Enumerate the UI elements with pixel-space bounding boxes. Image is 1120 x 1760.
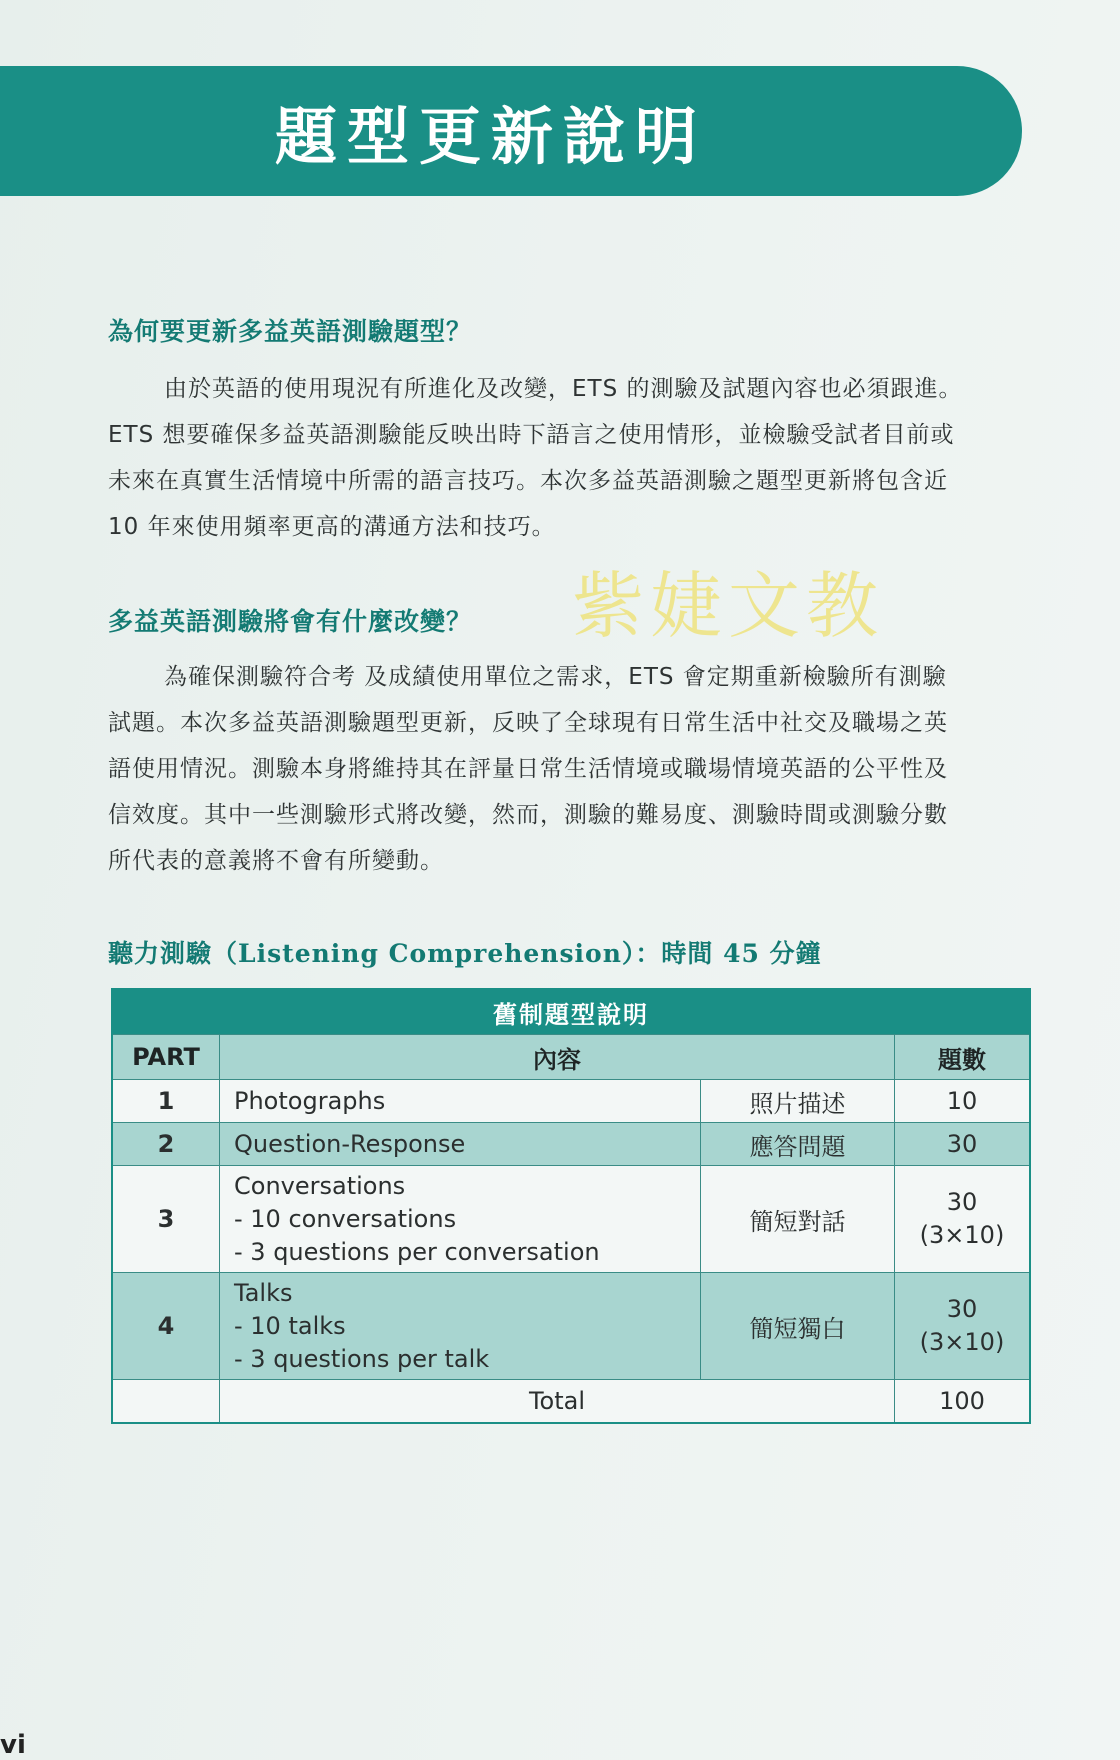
page-number: vi	[0, 1730, 26, 1760]
section1-paragraph	[108, 366, 1028, 550]
part-number: 2	[112, 1123, 220, 1166]
part-english-description	[220, 1273, 701, 1380]
question-count: 10	[895, 1080, 1031, 1123]
part-english-name: Photographs	[220, 1080, 701, 1123]
header-count: 題數	[895, 1035, 1031, 1080]
count-breakdown: (3×10)	[919, 1221, 1005, 1249]
watermark: 紫婕文教	[572, 564, 885, 648]
table-row	[112, 1123, 1030, 1166]
question-count	[895, 1273, 1031, 1380]
description-line: Conversations	[234, 1171, 406, 1200]
part-chinese-name: 簡短獨白	[701, 1273, 895, 1380]
part-chinese-name: 簡短對話	[701, 1166, 895, 1273]
part-english-description	[220, 1166, 701, 1273]
count-total: 30	[946, 1295, 978, 1323]
part-chinese-name: 應答問題	[701, 1123, 895, 1166]
question-count: 30	[895, 1123, 1031, 1166]
section2-line: 語使用情況。測驗本身將維持其在評量日常生活情境或職場情境英語的公平性及	[108, 756, 948, 782]
section2-line: 試題。本次多益英語測驗題型更新，反映了全球現有日常生活中社交及職場之英	[108, 710, 948, 736]
part-number: 1	[112, 1080, 220, 1123]
total-label: Total	[220, 1380, 895, 1424]
section2-line: 所代表的意義將不會有所變動。	[108, 848, 444, 874]
table-caption: 舊制題型說明	[112, 989, 1030, 1035]
description-line: - 3 questions per conversation	[234, 1237, 600, 1266]
part-chinese-name: 照片描述	[701, 1080, 895, 1123]
description-line: - 10 talks	[234, 1311, 346, 1340]
section1-line: 10 年來使用頻率更高的溝通方法和技巧。	[108, 514, 556, 540]
part-number: 3	[112, 1166, 220, 1273]
section2-heading: 多益英語測驗將會有什麼改變？	[108, 607, 473, 636]
table-row	[112, 1080, 1030, 1123]
section1-line: 由於英語的使用現況有所進化及改變，ETS 的測驗及試題內容也必須跟進。	[164, 376, 963, 402]
section1-line: ETS 想要確保多益英語測驗能反映出時下語言之使用情形，並檢驗受試者目前或	[108, 422, 955, 448]
section2-paragraph	[108, 654, 1028, 884]
section2-line: 信效度。其中一些測驗形式將改變，然而，測驗的難易度、測驗時間或測驗分數	[108, 802, 948, 828]
total-empty-cell	[112, 1380, 220, 1424]
title-banner	[0, 66, 1022, 196]
section1-line: 未來在真實生活情境中所需的語言技巧。本次多益英語測驗之題型更新將包含近	[108, 468, 948, 494]
count-breakdown: (3×10)	[919, 1328, 1005, 1356]
part-number: 4	[112, 1273, 220, 1380]
description-line: - 10 conversations	[234, 1204, 457, 1233]
listening-heading: 聽力測驗（Listening Comprehension）：時間 45 分鐘	[108, 939, 822, 968]
header-content: 內容	[220, 1035, 895, 1080]
count-total: 30	[946, 1188, 978, 1216]
page-title: 題型更新說明	[274, 99, 707, 173]
description-line: - 3 questions per talk	[234, 1344, 490, 1373]
question-count	[895, 1166, 1031, 1273]
part-english-name: Question-Response	[220, 1123, 701, 1166]
listening-table	[111, 988, 1031, 1424]
section2-line: 為確保測驗符合考 及成績使用單位之需求，ETS 會定期重新檢驗所有測驗	[164, 664, 947, 690]
description-line: Talks	[234, 1278, 293, 1307]
table-row	[112, 1166, 1030, 1273]
section1-heading: 為何要更新多益英語測驗題型？	[108, 317, 473, 346]
table-row	[112, 1273, 1030, 1380]
total-row	[112, 1380, 1030, 1424]
total-value: 100	[895, 1380, 1031, 1424]
header-part: PART	[112, 1035, 220, 1080]
